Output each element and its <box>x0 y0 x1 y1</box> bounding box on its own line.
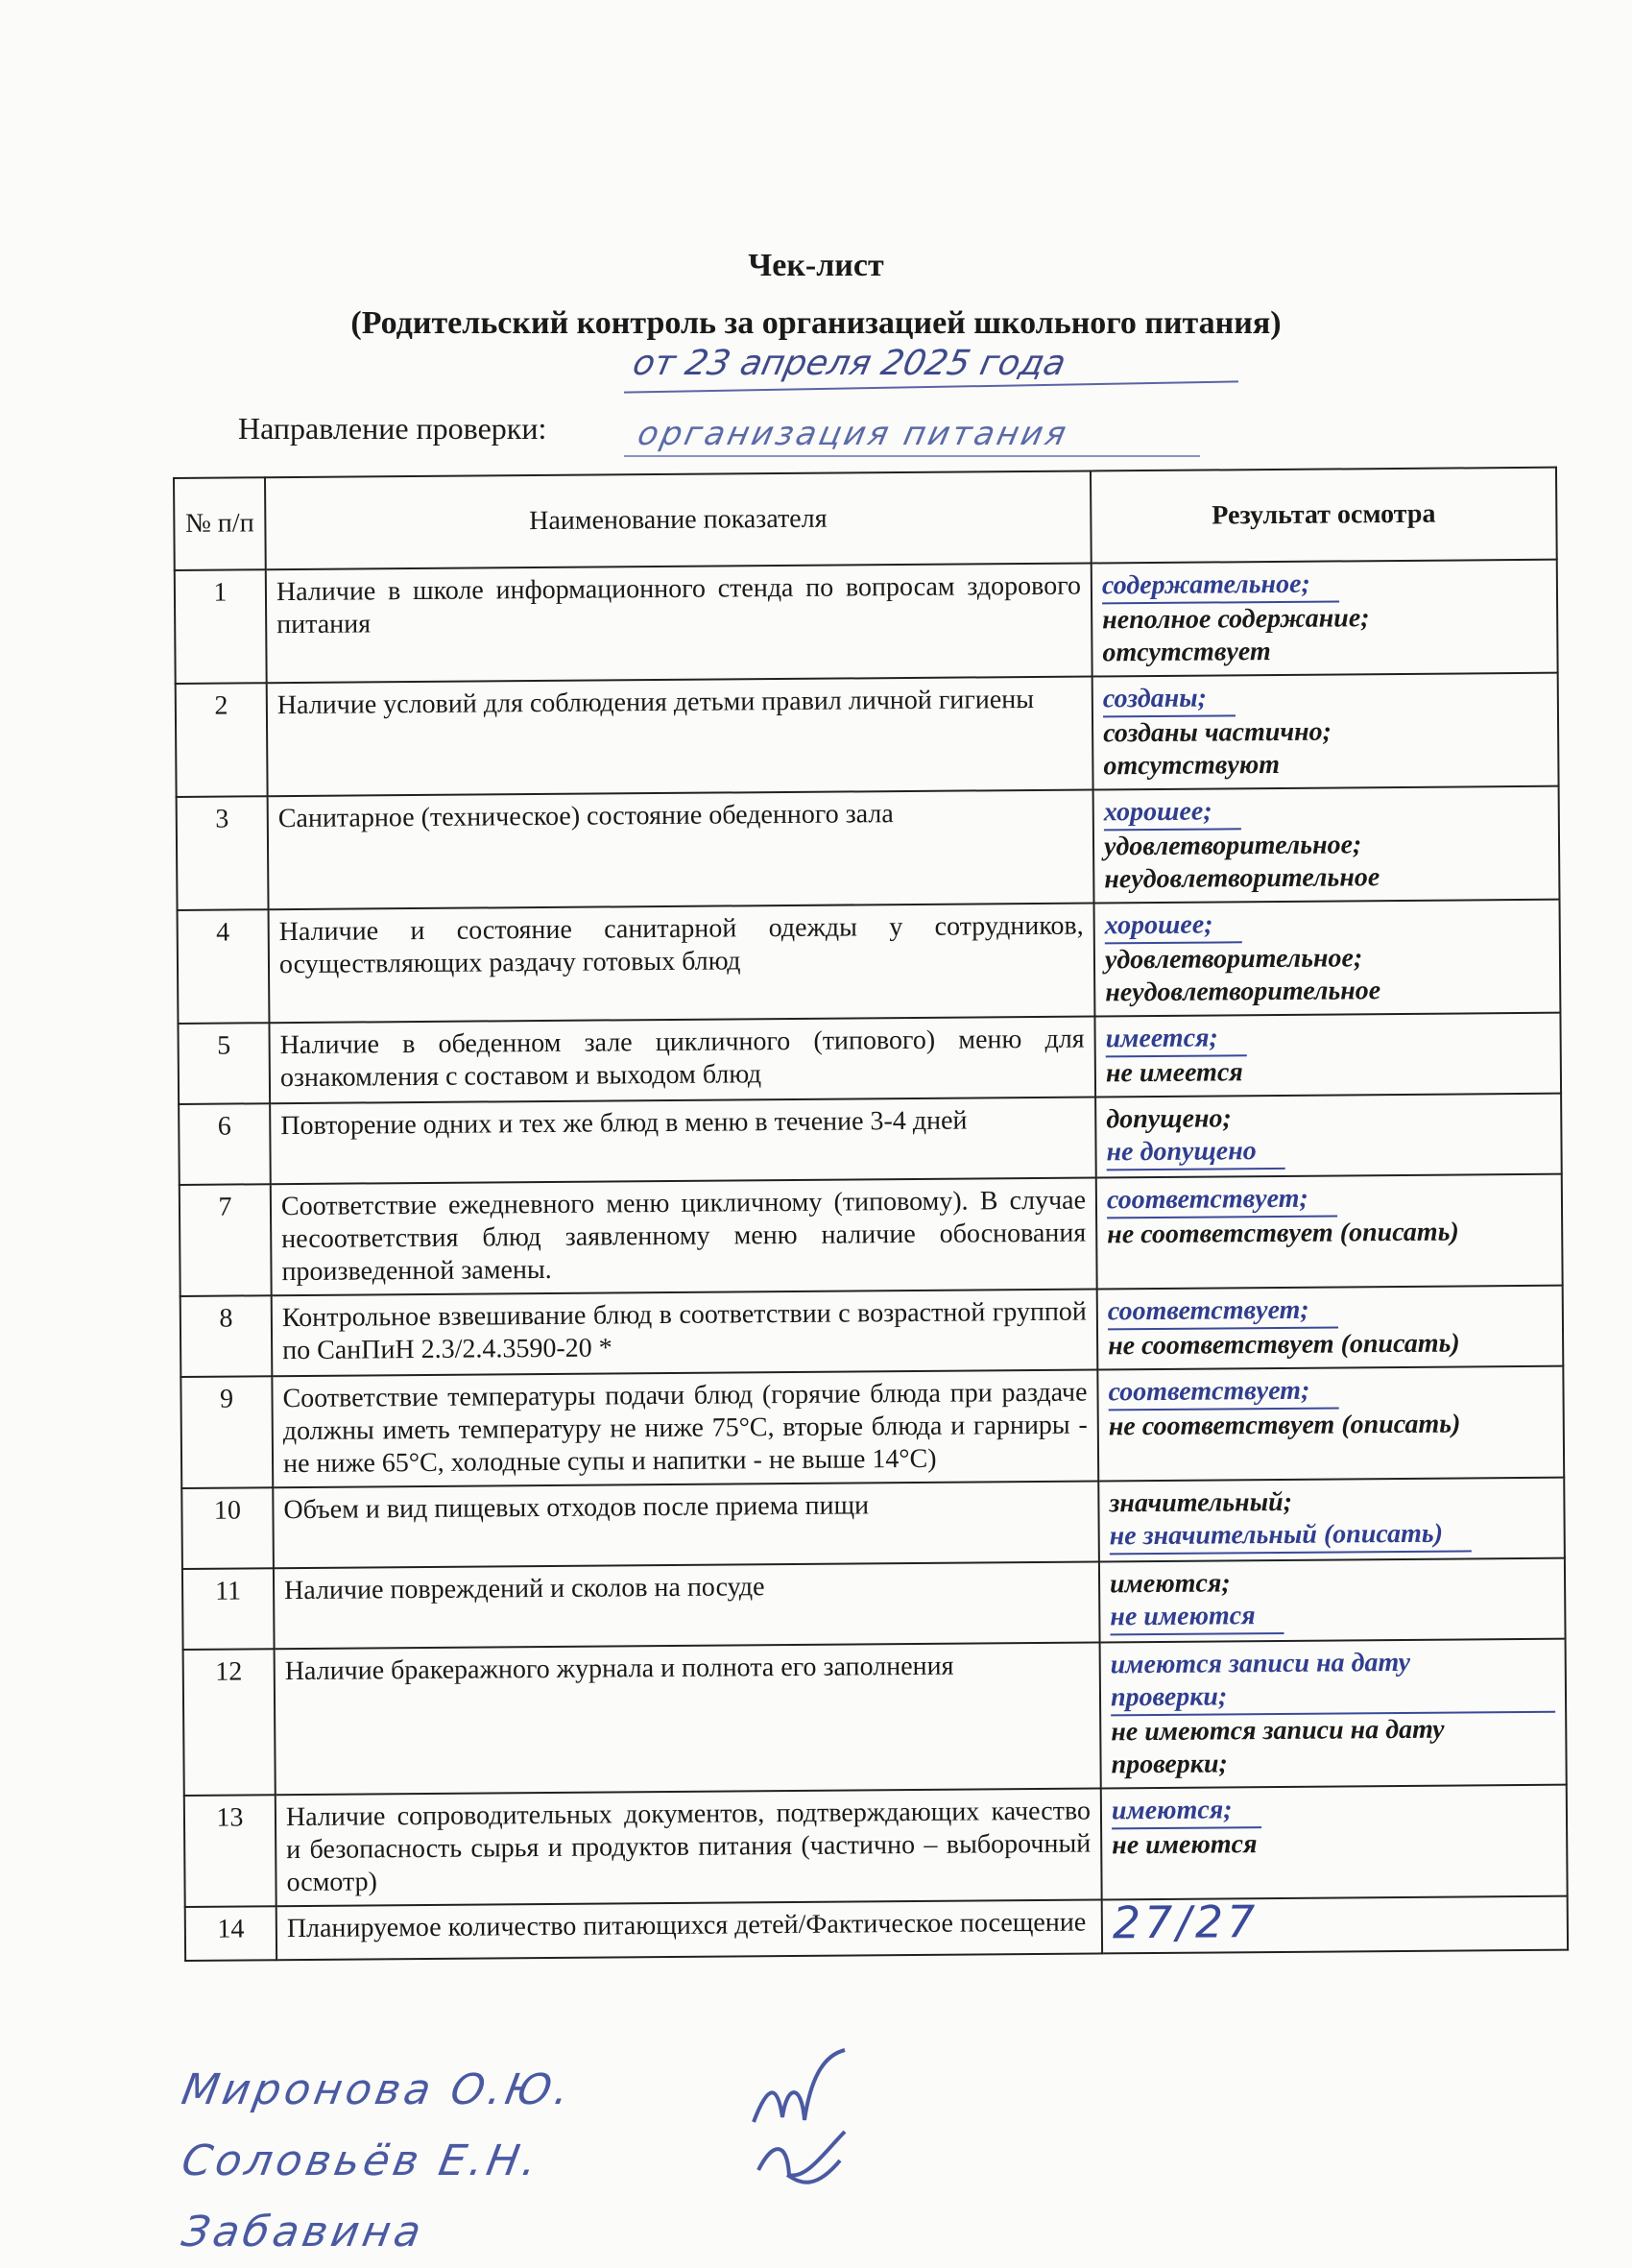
row-result <box>1102 1896 1568 1954</box>
result-option-marked <box>1112 1792 1556 1830</box>
result-option-marked <box>1110 1598 1554 1636</box>
result-option: неполное содержание; <box>1102 603 1370 636</box>
row-number: 1 <box>175 569 267 684</box>
row-indicator: Планируемое количество питающихся детей/Фактическое посещение <box>276 1899 1102 1960</box>
table-row <box>180 1174 1563 1296</box>
result-option: не имеются <box>1112 1829 1258 1861</box>
handwritten-underline: не допущено <box>1106 1135 1284 1170</box>
header-indicator: Наименование показателя <box>265 470 1092 569</box>
header-number: № п/п <box>174 477 266 570</box>
direction-label: Направление проверки: <box>238 411 547 446</box>
row-indicator: Наличие в школе информационного стенда по вопросам здорового питания <box>266 563 1092 683</box>
row-result <box>1097 1286 1564 1370</box>
row-indicator: Наличие бракеражного журнала и полнота его заполнения <box>275 1642 1101 1795</box>
row-number: 11 <box>182 1568 275 1650</box>
row-number: 14 <box>185 1906 276 1961</box>
row-number: 5 <box>178 1023 270 1104</box>
row-result <box>1096 1174 1563 1290</box>
handwritten-underline: хорошее; <box>1105 908 1242 944</box>
row-indicator: Санитарное (техническое) состояние обеденного зала <box>268 789 1094 909</box>
table-row <box>183 1639 1567 1796</box>
table-row <box>176 673 1559 797</box>
row-indicator: Контрольное взвешивание блюд в соответствии с возрастной группой по СанПиН 2.3/2.4.3590-20 * <box>272 1289 1098 1376</box>
result-option-marked <box>1107 1181 1551 1219</box>
result-option: не имеется <box>1105 1057 1243 1089</box>
table-row <box>180 1286 1564 1377</box>
row-number: 6 <box>179 1103 271 1185</box>
row-number: 2 <box>176 683 268 797</box>
result-option: созданы частично; <box>1103 716 1332 749</box>
result-option: удовлетворительное; <box>1104 943 1363 976</box>
handwritten-underline: соответствует; <box>1107 1182 1337 1218</box>
result-option: удовлетворительное; <box>1103 830 1362 862</box>
row-result <box>1092 560 1558 677</box>
handwritten-underline: имеется; <box>1105 1022 1246 1057</box>
table-row <box>181 1478 1565 1569</box>
row-number: 10 <box>181 1487 274 1569</box>
result-option: неудовлетворительное <box>1104 862 1380 895</box>
result-option: значительный; <box>1109 1486 1293 1519</box>
row-result <box>1098 1478 1565 1562</box>
row-indicator: Наличие сопроводительных документов, подтверждающих качество и безопасность сырья и продуктов питания (частично – выборочный осмотр) <box>276 1788 1102 1906</box>
result-option: не имеются записи на дату проверки; <box>1111 1714 1445 1780</box>
row-number: 9 <box>180 1376 273 1488</box>
signature-scribble-2 <box>749 2122 854 2199</box>
header-result: Результат осмотра <box>1091 468 1557 564</box>
page-subtitle: (Родительский контроль за организацией школьного питания) <box>350 305 1282 341</box>
result-option: не соответствует (описать) <box>1108 1328 1460 1362</box>
table-header-row <box>174 468 1557 570</box>
row-result <box>1100 1639 1567 1789</box>
row-indicator: Наличие и состояние санитарной одежды у сотрудников, осуществляющих раздачу готовых блюд <box>269 903 1095 1023</box>
handwritten-underline: имеются; <box>1112 1794 1261 1829</box>
result-option-marked <box>1105 906 1549 945</box>
result-option: неудовлетворительное <box>1105 976 1381 1008</box>
result-option-marked <box>1108 1373 1552 1411</box>
handwritten-underline: имеются записи на дату проверки; <box>1111 1646 1556 1717</box>
result-option-marked <box>1103 680 1548 718</box>
result-option-marked <box>1104 793 1548 832</box>
row-indicator: Повторение одних и тех же блюд в меню в течение 3-4 дней <box>270 1097 1096 1184</box>
result-option-marked <box>1108 1292 1552 1331</box>
row-result <box>1097 1366 1564 1482</box>
row-number: 8 <box>180 1295 273 1377</box>
result-option-marked <box>1102 567 1547 605</box>
result-option: не соответствует (описать) <box>1107 1217 1459 1250</box>
table-row <box>180 1366 1564 1488</box>
handwritten-underline: созданы; <box>1103 682 1236 717</box>
handwritten-date: от 23 апреля 2025 года <box>629 344 1069 383</box>
signature-1: Миронова О.Ю. <box>178 2065 577 2114</box>
table-row <box>179 1094 1562 1185</box>
handwritten-underline: соответствует; <box>1108 1374 1338 1411</box>
row-result <box>1101 1785 1568 1900</box>
handwritten-underline: не значительный (описать) <box>1110 1517 1473 1555</box>
handwritten-underline: хорошее; <box>1104 795 1241 831</box>
row-number: 3 <box>177 796 269 910</box>
row-number: 4 <box>178 909 270 1024</box>
signatures-block <box>178 2055 577 2268</box>
row-result <box>1099 1558 1566 1643</box>
table-row <box>185 1896 1568 1961</box>
handwritten-underline: не имеются <box>1110 1600 1284 1635</box>
row-result <box>1094 900 1561 1017</box>
row-indicator: Наличие условий для соблюдения детьми правил личной гигиены <box>267 676 1093 796</box>
row-number: 7 <box>180 1184 272 1296</box>
result-option-marked <box>1110 1517 1554 1556</box>
result-option-marked <box>1105 1020 1549 1058</box>
page-title: Чек-лист <box>748 248 884 283</box>
row-indicator: Объем и вид пищевых отходов после приема пищи <box>273 1481 1099 1568</box>
checklist-table <box>173 467 1569 1962</box>
result-option-marked <box>1106 1133 1550 1171</box>
row-indicator: Наличие в обеденном зале цикличного (типового) меню для ознакомления с составом и выходом блюд <box>269 1016 1095 1103</box>
row-result <box>1094 1013 1561 1098</box>
table-row <box>178 900 1561 1024</box>
row-result <box>1095 1094 1562 1178</box>
row-number: 12 <box>183 1649 276 1796</box>
row-result <box>1092 673 1559 790</box>
result-option: имеются; <box>1109 1568 1231 1600</box>
signature-2: Соловьёв Е.Н. <box>178 2136 544 2185</box>
result-option-marked <box>1111 1646 1556 1717</box>
result-option: допущено; <box>1106 1103 1232 1135</box>
row-result <box>1093 786 1560 904</box>
handwritten-count: 27/27 <box>1112 1895 1260 1949</box>
signature-3: Забавина <box>178 2208 429 2256</box>
handwritten-underline: соответствует; <box>1108 1293 1338 1330</box>
direction-value: организация питания <box>634 415 1072 453</box>
result-option: отсутствуют <box>1103 749 1281 782</box>
row-number: 13 <box>184 1795 276 1907</box>
direction-underline <box>624 455 1200 457</box>
result-option: отсутствует <box>1102 637 1271 668</box>
row-indicator: Наличие повреждений и сколов на посуде <box>274 1561 1100 1649</box>
table-row <box>182 1558 1566 1650</box>
table-row <box>175 560 1558 684</box>
result-option: не соответствует (описать) <box>1108 1409 1461 1442</box>
table-row <box>184 1785 1568 1907</box>
handwritten-underline: содержательное; <box>1102 567 1339 604</box>
table-row <box>178 1013 1561 1104</box>
table-row <box>177 786 1560 910</box>
row-indicator: Соответствие температуры подачи блюд (горячие блюда при раздаче должны иметь температуру не ниже 75°С, вторые блюда и гарниры - не ниже 65°С, холодные супы и напитки - не выше 14°С) <box>272 1369 1098 1487</box>
row-indicator: Соответствие ежедневного меню цикличному (типовому). В случае несоответствия блюд заявленному меню наличие обоснования произведенной замены. <box>271 1177 1097 1295</box>
